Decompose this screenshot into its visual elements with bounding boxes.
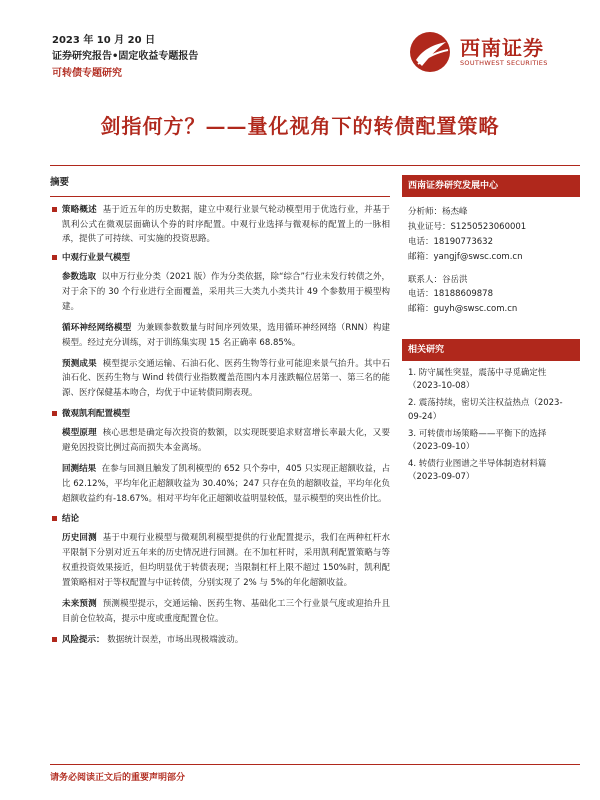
contact-email[interactable]: 邮箱：guyh@swsc.com.cn (408, 304, 518, 315)
paragraph (62, 321, 390, 351)
paragraph (62, 426, 390, 456)
paragraph (62, 597, 390, 627)
risk-text: 数据统计误差，市场出现极端波动。 (107, 634, 244, 645)
related-list (402, 361, 580, 484)
para-label: 回测结果 (62, 463, 97, 474)
section-title: 中观行业景气模型 (62, 253, 131, 264)
logo-english-name: SOUTHWEST SECURITIES (460, 59, 548, 67)
section-title: 结论 (62, 514, 80, 525)
para-label: 历史回测 (62, 533, 97, 544)
related-title-bar: 相关研究 (402, 339, 580, 361)
section-conclusion (50, 512, 390, 527)
summary-column (50, 175, 390, 651)
para-text: 核心思想是确定每次投资的数额，以实现既要追求财富增长率最大化，又要避免因投资比例过高而损失本金离场。 (62, 428, 390, 453)
para-text: 模型提示交通运输、石油石化、医药生物等行业可能迎来景气抬升。其中石油石化、医药生物与 Wind 转债行业指数覆盖范围内本月涨跌幅位居第一、第三名的能源、医疗保健基本吻合，均优于中证转债同期表现。 (62, 358, 390, 399)
title-divider (50, 165, 580, 166)
para-label: 参数选取 (62, 272, 97, 283)
bullet-icon (52, 255, 57, 260)
para-label: 未来预测 (62, 598, 97, 609)
overview-text: 基于近五年的历史数据，建立中观行业景气轮动模型用于优选行业，并基于凯利公式在微观层面确认个券的时序配置。中观行业选择与微观标的配置上的一脉相承，提供了可持续、可实施的投资思路。 (62, 204, 390, 245)
section-title: 微观凯利配置模型 (62, 409, 131, 420)
overview-label: 策略概述 (62, 204, 97, 215)
bullet-icon (52, 207, 57, 212)
summary-divider (50, 196, 390, 197)
overview-section (50, 203, 390, 248)
bullet-icon (52, 516, 57, 521)
analyst-email[interactable]: 邮箱：yangjf@swsc.com.cn (408, 251, 523, 262)
related-item[interactable]: 4. 转债行业图谱之半导体制造材料篇（2023-09-07） (408, 459, 547, 483)
para-text: 为兼顾参数数量与时间序列效果，选用循环神经网络（RNN）构建模型。经过充分训练，对于训练集实现 15 名正确率 68.85%。 (62, 322, 390, 348)
related-item[interactable]: 1. 防守属性突显，震荡中寻觅确定性（2023-10-08） (408, 368, 547, 392)
analyst-info (402, 197, 580, 317)
logo-mark-icon (408, 30, 452, 74)
section-industry-model (50, 251, 390, 266)
section-title: 风险提示： (62, 634, 105, 645)
contact-phone: 电话：18188609878 (408, 289, 493, 300)
paragraph (62, 531, 390, 591)
related-item[interactable]: 3. 可转债市场策略——平衡下的选择（2023-09-10） (408, 428, 547, 452)
related-research (402, 339, 580, 484)
para-label: 模型原理 (62, 428, 97, 438)
contact-name: 联系人：谷岳洪 (408, 274, 468, 285)
summary-heading: 摘要 (50, 177, 70, 188)
para-label: 循环神经网络模型 (62, 322, 132, 333)
para-text: 以申万行业分类（2021 版）作为分类依据，除“综合”行业未发行转债之外，对于余下的 30 个行业进行全面覆盖，采用共三大类九小类共计 49 个参数用于模型构建。 (62, 272, 390, 312)
para-text: 基于中观行业模型与微观凯利模型提供的行业配置提示，我们在两种杠杆水平限制下分别对近五年来的历史情况进行回测。在不加杠杆时，采用凯利配置策略与等权重投资效果接近，但均明显优于转债表现；当限制杠杆上限不超过 150%时，凯利配置策略相对于等权配置与中证转债，分别实现了 2% 与 5%的年化超额收益。 (62, 533, 390, 588)
footer-disclaimer: 请务必阅读正文后的重要声明部分 (50, 773, 186, 783)
para-text: 在参与回测且触发了凯利模型的 652 只个券中，405 只实现正超额收益，占比 62.12%，平均年化正超额收益为 30.40%；247 只存在负的超额收益，平均年化负超额收益约有-18.67%。相对平均年化正超额收益明显较低，显示模型的突出性价比。 (62, 463, 390, 504)
report-type: 证券研究报告•固定收益专题报告 (52, 51, 199, 62)
page-title: 剑指何方？——量化视角下的转债配置策略 (100, 114, 500, 138)
logo-chinese-name: 西南证券 (460, 36, 544, 60)
footer-divider (50, 764, 580, 765)
bullet-icon (52, 411, 57, 416)
analyst-phone: 电话：18190773632 (408, 236, 493, 247)
company-logo (408, 28, 578, 78)
para-text: 预测模型提示，交通运输、医药生物、基础化工三个行业景气度或迎抬升且目前仓位较高，提示中度或重度配置仓位。 (62, 598, 390, 624)
license-number: 执业证号：S1250523060001 (408, 221, 527, 232)
bullet-icon (52, 637, 57, 642)
analyst-name: 分析师：杨杰峰 (408, 207, 468, 217)
sidebar (402, 175, 580, 489)
report-tag: 可转债专题研究 (52, 68, 122, 79)
section-kelly-model (50, 407, 390, 422)
related-item[interactable]: 2. 震荡持续，密切关注权益热点（2023-09-24） (408, 398, 563, 422)
report-date: 2023 年 10 月 20 日 (52, 35, 156, 46)
sidebar-title-bar: 西南证券研究发展中心 (402, 175, 580, 197)
paragraph (62, 357, 390, 402)
paragraph (62, 270, 390, 315)
paragraph (62, 462, 390, 507)
section-risk (50, 633, 390, 648)
para-label: 预测成果 (62, 358, 97, 369)
